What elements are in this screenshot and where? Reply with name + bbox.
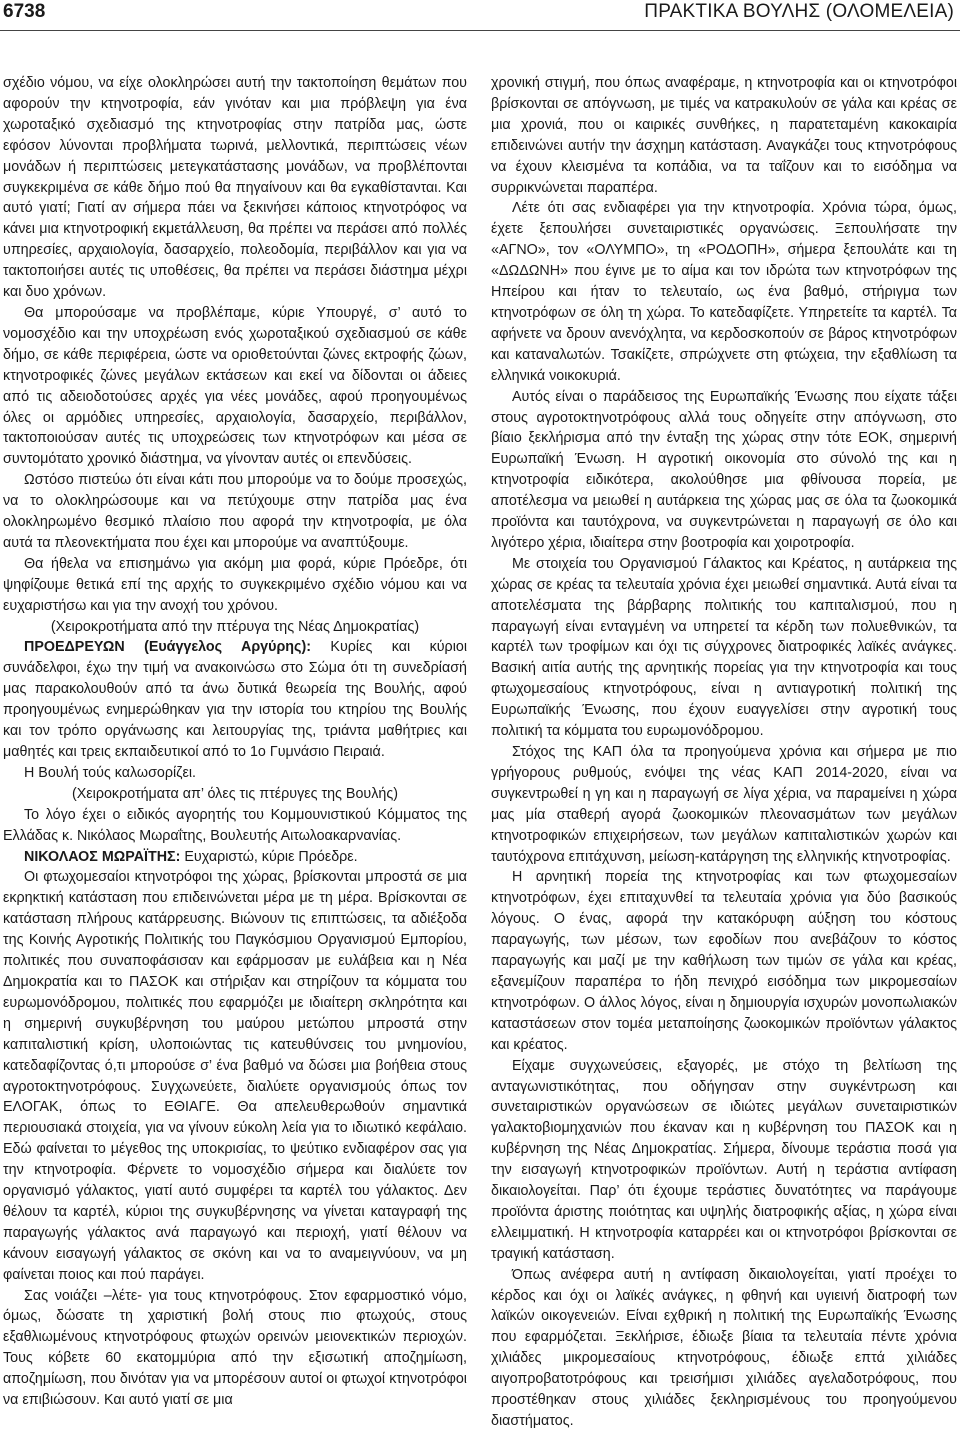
speech-text: Ευχαριστώ, κύριε Πρόεδρε. <box>180 848 358 865</box>
paragraph: Όπως ανέφερα αυτή η αντίφαση δικαιολογείται, γιατί προέχει το κέρδος και όχι οι λαϊκές ανάγκες, η φθηνή και υγιεινή διατροφή των λαϊκών οικογενειών. Είναι εχθρική η πολιτική της Ευρωπαϊκής Ένωσης που εφαρμόζεται. Ξεκλήρισε, έδιωξε βίαια τα τελευταία πέντε χρόνια χιλιάδες μικρομεσαίους κτηνοτρόφους, έδιωξε επτά χιλιάδες αιγοπροβατοτρόφους και τρεισήμισι χιλιάδες αγελαδοτρόφους, που προστέθηκαν στους χιλιάδες ξεκληρισμένους του προηγούμενου διαστήματος. <box>491 1266 957 1429</box>
paragraph: Θα μπορούσαμε να προβλέπαμε, κύριε Υπουργέ, σ’ αυτό το νομοσχέδιο και την υποχρέωση ενός χωροταξικού σχεδιασμού σε κάθε δήμο, σε κάθε περιφέρεια, ώστε να οριοθετούνται ζώνες εκτροφής ζώων, κτηνοτροφικές ζώνες μεγάλων εκτάσεων και εκεί να δίδονται οι άδειες από τις αδειοδοτούσες αρχές για νέες μονάδες, αφού προηγουμένως όλες οι αρμόδιες υπηρεσίες, αρχαιολογία, δασαρχείο, περιβάλλον, τακτοποιούσαν αυτές τις υποχρεώσεις των κτηνοτρόφων και μέσα σε συντομότατο χρονικό διάστημα, να γίνονταν αυτές οι επενδύσεις. <box>3 304 467 468</box>
paragraph: Η Βουλή τούς καλωσορίζει. <box>24 764 196 781</box>
paragraph: σχέδιο νόμου, να είχε ολοκληρώσει αυτή την τακτοποίηση θεμάτων που αφορούν την κτηνοτροφία, εάν γινόταν και μια πρόβλεψη για ένα χωροταξικό σχεδιασμό της κτηνοτροφίας στην πατρίδα μας, ώστε εφόσον λύνονται προβλήματα τωρινά, μελλοντικά, περιπτώσεις νέων μονάδων ή περιπτώσεις μετεγκατάστασης μονάδων, να προβλέπονται συγκεκριμένα σε κάθε δήμο πού θα πηγαίνουν και θα εγκαθίστανται. Και αυτό γιατί; Γιατί αν σήμερα πάει να ξεκινήσει κάποιος κτηνοτρόφος να κάνει μια κτηνοτροφική εκμετάλλευση, θα πρέπει να περάσει από πολλές υπηρεσίες, αρχαιολογία, δασαρχείο, πολεοδομία, περιβάλλον και για να τακτοποιήσει αυτές τις υποθέσεις, θα πρέπει να περάσει διάστημα μέχρι και δυο χρόνων. <box>3 75 467 301</box>
speaker-paragraph <box>3 637 467 762</box>
speaker-name: ΝΙΚΟΛΑΟΣ ΜΩΡΑΪΤΗΣ: <box>24 848 181 865</box>
paragraph: χρονική στιγμή, που όπως αναφέραμε, η κτηνοτροφία και οι κτηνοτρόφοι βρίσκονται σε απόγνωση, με τιμές να κατρακυλούν σε γάλα και κρέας σε μια χρονιά, που οι καιρικές συνθήκες, η παρατεταμένη κακοκαιρία επιδεινώνει αυτήν την άσχημη κατάσταση. Αναγκάζει τους κτηνοτρόφους να έχουν κλεισμένα τα κοπάδια, να τα ταΐζουν και το εισόδημα να συρρικνώνεται παραπέρα. <box>491 75 957 196</box>
page-number: 6738 <box>3 1 46 22</box>
paragraph: Με στοιχεία του Οργανισμού Γάλακτος και Κρέατος, η αυτάρκεια της χώρας σε κρέας τα τελευταία χρόνια έχει μειωθεί σημαντικά. Αυτά είναι τα αποτελέσματα της βάρβαρης πολιτικής του καπιταλισμού, που η παραγωγή είναι ενταγμένη να υπηρετεί τα κέρδη των πολυεθνικών, τα καρτέλ των τροφίμων και όχι τις σύγχρονες διατροφικές λαϊκές ανάγκες. Βασική αιτία αυτής της αρνητικής πορείας για την κτηνοτροφία και τους φτωχομεσαίους κτηνοτρόφους, είναι η αντιαγροτική πολιτική της Ευρωπαϊκής Ένωσης, που έχουν ευαγγελίσει στην αγροτική τους πολιτική τα κόμματα του ευρωμονόδρομου. <box>491 555 957 740</box>
paragraph: Η αρνητική πορεία της κτηνοτροφίας και των φτωχομεσαίων κτηνοτρόφων, έχει επιταχυνθεί τα τελευταία χρόνια για δύο βασικούς λόγους. Ο ένας, αφορά την κατακόρυφη αύξηση του κόστους παραγωγής, των μέσων, των εφοδίων που ανεβάζουν το κόστος παραγωγής και μαζί με την καθήλωση των τιμών σε γάλα και κρέας, εξανεμίζουν παραπέρα το ήδη πενιχρό εισόδημα των μικρομεσαίων κτηνοτρόφων. Ο άλλος λόγος, είναι η δημιουργία ισχυρών μονοπωλιακών καταστάσεων στον τομέα μεταποίησης ζωοκομικών προϊόντων γάλακτος και κρέατος. <box>491 869 957 1053</box>
speech-text: Κυρίες και κύριοι συνάδελφοι, έχω την τιμή να ανακοινώσω στο Σώμα ότι τη συνεδρίασή μας παρακολουθούν από τα άνω δυτικά θεωρεία της Βουλής, αφού προηγουμένως ενημερώθηκαν για την ιστορία του κτηρίου της Βουλής και τον τρόπο οργάνωσης και λειτουργίας της, τριάντα μαθήτριες και μαθητές και τρεις εκπαιδευτικοί από το 1ο Γυμνάσιο Πειραιά. <box>3 639 467 760</box>
speaker-name: ΠΡΟΕΔΡΕΥΩΝ (Ευάγγελος Αργύρης): <box>24 639 311 656</box>
applause-note: (Χειροκροτήματα από την πτέρυγα της Νέας Δημοκρατίας) <box>50 618 420 635</box>
left-column <box>3 73 467 1411</box>
header-rule <box>0 30 960 31</box>
paragraph: Ωστόσο πιστεύω ότι είναι κάτι που μπορούμε να το δούμε προσεχώς, να το ολοκληρώσουμε και να πετύχουμε στην πατρίδα μας ένα ολοκληρωμένο θεσμικό πλαίσιο που αφορά την κτηνοτροφία, με όλα αυτά τα πλεονεκτήματα που έχει και μπορούμε να αναπτύξουμε. <box>3 472 467 551</box>
running-title: ΠΡΑΚΤΙΚΑ ΒΟΥΛΗΣ (ΟΛΟΜΕΛΕΙΑ) <box>644 1 954 22</box>
paragraph: Το λόγο έχει ο ειδικός αγορητής του Κομμουνιστικού Κόμματος της Ελλάδας κ. Νικόλαος Μωραΐτης, Βουλευτής Αιτωλοακαρνανίας. <box>3 806 467 844</box>
paragraph: Θα ήθελα να επισημάνω για ακόμη μια φορά, κύριε Πρόεδρε, ότι ψηφίζουμε θετικά επί της αρχής το συγκεκριμένο σχέδιο νόμου και να ευχαριστήσω και για την ανοχή του χρόνου. <box>3 555 467 614</box>
speaker-paragraph <box>3 847 467 868</box>
paragraph: Αυτός είναι ο παράδεισος της Ευρωπαϊκής Ένωσης που είχατε τάξει στους αγροτοκτηνοτρόφους αλλά τους οδηγείτε στην απόγνωση, στο βίαιο ξεκλήρισμα από την ένταξη της χώρας στην τότε ΕΟΚ, σημερινή Ευρωπαϊκή Ένωση. Η αγροτική οικονομία στο σύνολό της και η κτηνοτροφία ειδικότερα, ακολούθησε μια φθίνουσα πορεία, με αποτέλεσμα να μειωθεί η αυτάρκεια της χώρας μας σε όλα τα ζωοκομικά προϊόντα και ταυτόχρονα, να συγκεντρώνεται η παραγωγή σε όλο και λιγότερο χέρια, ιδιαίτερα στην βοοτροφία και χοιροτροφία. <box>491 388 957 551</box>
paragraph: Οι φτωχομεσαίοι κτηνοτρόφοι της χώρας, βρίσκονται μπροστά σε μια εκρηκτική κατάσταση που επιδεινώνεται μέρα με τη μέρα. Βρίσκονται σε κατάσταση πλήρους κατάρρευσης. Βιώνουν τις επιπτώσεις, τα αδιέξοδα της Κοινής Αγροτικής Πολιτικής του Παγκόσμιου Οργανισμού Εμπορίου, πολιτικές που συναποφάσισαν και εφάρμοσαν με ευλάβεια και η Νέα Δημοκρατία και το ΠΑΣΟΚ και στήριξαν και στηρίζουν τα κόμματα του ευρωμονόδρομου, πολιτικές που εφαρμόζει με ιδιαίτερη σκληρότητα και η σημερινή συγκυβέρνηση του μαύρου μετώπου μπροστά στην καπιταλιστική κρίση, υλοποιώντας τις κατευθύνσεις του μνημονίου, κατεδαφίζοντας ό,τι μπορούσε σ’ ένα βαθμό να δώσει μια βοήθεια στους αγροτοκτηνοτρόφους. Συγχωνεύετε, διαλύετε οργανισμούς όπως τον ΕΛΟΓΑΚ, όπως το ΕΘΙΑΓΕ. Θα απελευθερωθούν σημαντικά περιουσιακά στοιχεία, για να γίνουν εύκολη λεία για το ιδιωτικό κεφάλαιο. Εδώ φαίνεται το μέγεθος της υποκρισίας, το ψεύτικο ενδιαφέρον σας για την κτηνοτροφία. Φέρνετε το νομοσχέδιο σήμερα και διαλύετε τον οργανισμό γάλακτος, γιατί αυτό συμφέρει τα καρτέλ του γάλακτος. Δεν θέλουν τα καρτέλ, κύριοι της συγκυβέρνησης να γίνεται καταγραφή της παραγωγής γάλακτος ανά παραγωγό και περιοχή, γιατί θέλουν να κάνουν εισαγωγή γάλακτος σε σκόνη και να το αναμειγνύουν, να μη φαίνεται ποιος και πού παράγει. <box>3 869 467 1283</box>
paragraph: Σας νοιάζει –λέτε- για τους κτηνοτρόφους. Στον εφαρμοστικό νόμο, όμως, δώσατε τη χαριστική βολή στους πιο φτωχούς, στους εξαθλιωμένους κτηνοτρόφους φτωχών ορεινών μειονεκτικών περιοχών. Τους κόβετε 60 εκατομμύρια από την εξισωτική αποζημίωση, αποζημίωση, που δινόταν για να μπορέσουν αυτοί οι φτωχοί κτηνοτρόφοι να επιβιώσουν. Και αυτό γιατί σε μια <box>3 1287 467 1409</box>
paragraph: Λέτε ότι σας ενδιαφέρει για την κτηνοτροφία. Χρόνια τώρα, όμως, έχετε ξεπουλήσει συνεταιριστικές οργανώσεις. Ξεπουλήσατε την «ΑΓΝΟ», τον «ΟΛΥΜΠΟ», τη «ΡΟΔΟΠΗ», σήμερα ξεπουλάτε και τη «ΔΩΔΩΝΗ» που έγινε με το αίμα και τον ιδρώτα των κτηνοτρόφων της Ηπείρου και ήταν το τελευταίο, ως ένα βαθμό, στήριγμα των κτηνοτρόφων σε όλη τη χώρα. Το κατεδαφίζετε. Υπηρετείτε τα καρτέλ. Τα αφήνετε να δρουν ανενόχλητα, να κερδοσκοπούν σε βάρος κτηνοτρόφων και καταναλωτών. Τσακίζετε, σπρώχνετε στη φτώχεια, την εξαθλίωση τα ελληνικά νοικοκυριά. <box>491 200 957 384</box>
paragraph: Είχαμε συγχωνεύσεις, εξαγορές, με στόχο τη βελτίωση της ανταγωνιστικότητας, που οδήγησαν στην συγκέντρωση και συνεταιριστικών οργανώσεων σε ιδιώτες μεγάλων συνεταιριστικών γαλακτοβιομηχανιών που έκαναν και η κυβέρνηση του ΠΑΣΟΚ και η κυβέρνηση της Νέας Δημοκρατίας. Σήμερα, δίνουμε τεράστια ποσά για την εισαγωγή κτηνοτροφικών προϊόντων. Αυτή η τεράστια αντίφαση δικαιολογείται. Παρ’ ότι έχουμε τεράστιες δυνατότητες να παράγουμε προϊόντα άριστης ποιότητας και υψηλής διατροφικής αξίας, η χώρα είναι ελλειμματική. Η κτηνοτροφία καταρρέει και οι κτηνοτρόφοι βρίσκονται σε τραγική κατάσταση. <box>491 1057 957 1262</box>
right-column <box>491 73 957 1432</box>
paragraph: Στόχος της ΚΑΠ όλα τα προηγούμενα χρόνια και σήμερα με πιο γρήγορους ρυθμούς, ενόψει της νέας ΚΑΠ 2014-2020, είναι να συγκεντρωθεί η γη και η παραγωγή σε λίγα χέρια, να παραμείνει η χώρα μας μία σταθερή αγορά ζωοκομικών πλεονασμάτων των μεγάλων κτηνοτροφικών επιχειρήσεων, των μεγάλων καπιταλιστικών χωρών και ταυτόχρονα επιτάχυνση, μείωση-κατάργηση της ελληνικής κτηνοτροφίας. <box>491 744 957 865</box>
page-header <box>0 0 960 27</box>
applause-note: (Χειροκροτήματα απ’ όλες τις πτέρυγες της Βουλής) <box>72 785 398 802</box>
